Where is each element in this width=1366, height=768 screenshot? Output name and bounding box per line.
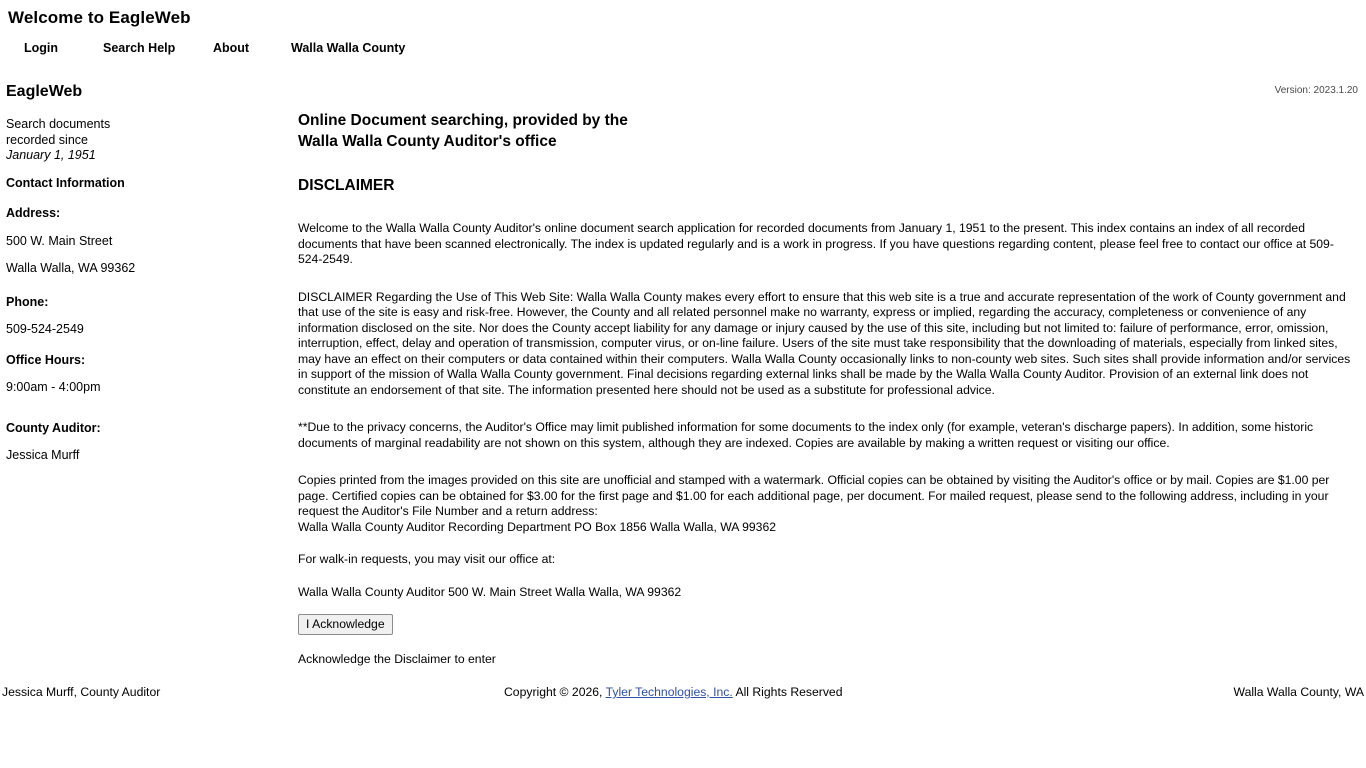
sidebar-intro-date: January 1, 1951	[6, 148, 96, 162]
main-heading-line2: Walla Walla County Auditor's office	[298, 133, 557, 150]
paragraph-web-site-use: DISCLAIMER Regarding the Use of This Web Site: Walla Walla County makes every effort to ensure that this web site is a true and accurate representation of the work of County government and that use of the site is easy and risk-free. However, the County and all related personnel make no warranty, express or implied, regarding the accuracy, completeness or convenience of any information disclosed on the site. Nor does the County accept liability for any damage or injury caused by the use of this site, including but not limited to: failure of performance, error, omission, interruption, effect, delay and operation of transmission, computer virus, or on-line failure. Users of the site must take responsibility that the downloading of materials, especially from linked sites, may have an effect on their computers or data contained within their computers. Walla Walla County occasionally links to non-county web sites. Such sites shall provide information and/or services in support of the mission of Walla Walla County government. Final decisions regarding external links shall be made by the Walla Walla County Auditor. Provision of an external link does not constitute an endorsement of that site. The information presented here should not be used as a substitute for professional advice.	[298, 289, 1351, 397]
footer	[0, 685, 1366, 705]
acknowledge-note: Acknowledge the Disclaimer to enter	[298, 652, 496, 666]
page-title: Welcome to EagleWeb	[8, 8, 191, 27]
sidebar-intro	[0, 117, 285, 164]
nav-item-walla-walla-county[interactable]: Walla Walla County	[291, 41, 406, 55]
sidebar-auditor-label: County Auditor:	[6, 420, 101, 435]
nav-item-about[interactable]: About	[213, 41, 250, 55]
version-label: Version: 2023.1.20	[1274, 85, 1358, 96]
sidebar-address-line1: 500 W. Main Street	[6, 233, 113, 248]
sidebar-hours-value: 9:00am - 4:00pm	[6, 380, 101, 394]
sidebar	[0, 78, 285, 464]
sidebar-address-line2: Walla Walla, WA 99362	[6, 261, 136, 275]
paragraph-walkin: For walk-in requests, you may visit our office at:	[298, 552, 556, 566]
acknowledge-button[interactable]: I Acknowledge	[298, 614, 393, 635]
sidebar-title: EagleWeb	[6, 83, 83, 100]
main-content	[298, 78, 1356, 666]
footer-copyright-suffix: All Rights Reserved	[735, 685, 843, 699]
footer-copyright-prefix: Copyright © 2026,	[504, 685, 603, 699]
sidebar-intro-line1: Search documents	[6, 117, 111, 131]
sidebar-phone-value: 509-524-2549	[6, 322, 84, 336]
sidebar-auditor-value: Jessica Murff	[6, 448, 80, 462]
footer-auditor-name: Jessica Murff, County Auditor	[2, 685, 161, 699]
footer-tyler-technologies-link[interactable]: Tyler Technologies, Inc.	[605, 685, 733, 699]
main-heading	[298, 110, 718, 152]
paragraph-privacy: **Due to the privacy concerns, the Auditor's Office may limit published information for some documents to the index only (for example, veteran's discharge papers). In addition, some historic documents of marginal readability are not shown on this system, although they are indexed. Copies are available by making a written request or visiting our office.	[298, 420, 1314, 450]
paragraph-walkin-address: Walla Walla County Auditor 500 W. Main Street Walla Walla, WA 99362	[298, 584, 682, 599]
sidebar-hours-label: Office Hours:	[6, 352, 86, 367]
main-heading-line1: Online Document searching, provided by the	[298, 112, 628, 129]
paragraph-mail-address: Walla Walla County Auditor Recording Department PO Box 1856 Walla Walla, WA 99362	[298, 519, 777, 534]
sidebar-contact-heading: Contact Information	[6, 175, 125, 190]
sidebar-intro-line2: recorded since	[6, 132, 88, 147]
footer-location: Walla Walla County, WA	[1233, 685, 1364, 699]
nav-item-login[interactable]: Login	[24, 41, 59, 55]
sidebar-address-label: Address:	[6, 206, 61, 220]
sidebar-phone-label: Phone:	[6, 294, 49, 309]
paragraph-copies: Copies printed from the images provided on this site are unofficial and stamped with a watermark. Official copies can be obtained by visiting the Auditor's office or by mail. Copies are $1.00 per page. Certified copies can be obtained for $3.00 for the first page and $1.00 for each additional page, per document. For mailed request, please send to the following address, including in your request the Auditor's File Number and a return address:	[298, 473, 1330, 518]
footer-copyright	[504, 685, 842, 699]
disclaimer-heading: DISCLAIMER	[298, 177, 395, 194]
top-navigation	[0, 41, 1366, 61]
paragraph-welcome: Welcome to the Walla Walla County Auditor's online document search application for recorded documents from January 1, 1951 to the present. This index contains an index of all recorded documents that have been scanned electronically. The index is updated regularly and is a work in progress. If you have questions regarding content, please feel free to contact our office at 509-524-2549.	[298, 221, 1334, 266]
nav-item-search-help[interactable]: Search Help	[103, 41, 176, 55]
